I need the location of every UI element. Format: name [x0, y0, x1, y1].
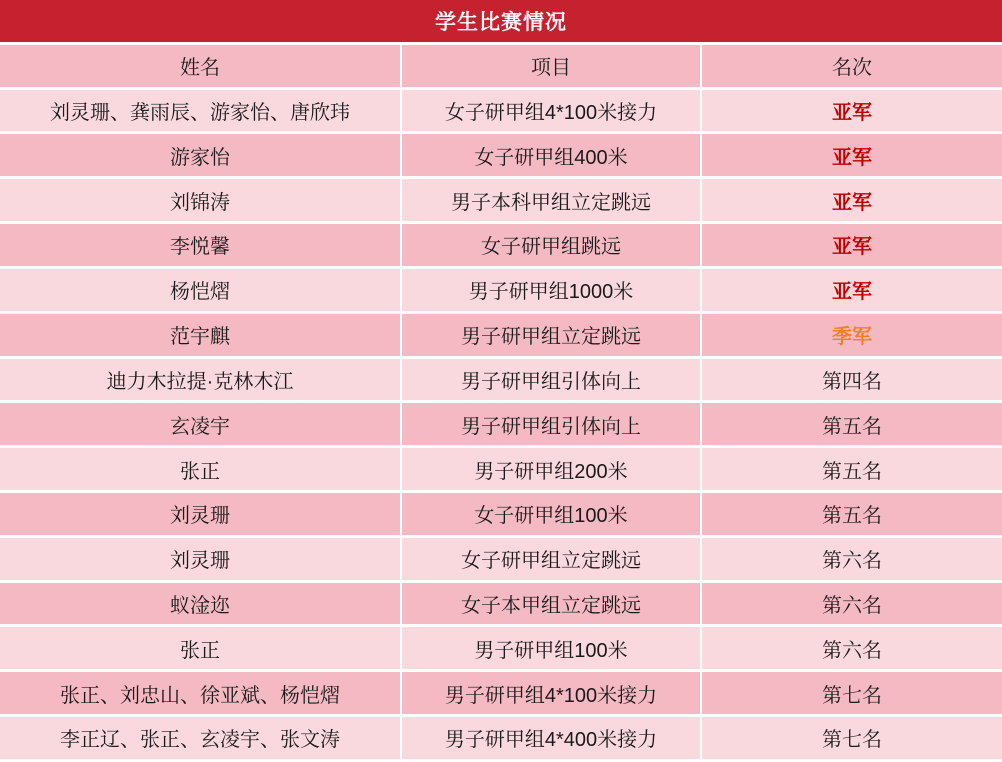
rank-cell: 亚军	[702, 224, 1002, 269]
rank-cell: 第七名	[702, 672, 1002, 717]
column-header-event: 项目	[402, 45, 702, 90]
rank-cell: 亚军	[702, 90, 1002, 135]
name-cell: 张正、刘忠山、徐亚斌、杨恺熠	[0, 672, 402, 717]
name-cell: 李悦馨	[0, 224, 402, 269]
event-cell: 男子研甲组4*100米接力	[402, 672, 702, 717]
table-row	[0, 134, 1002, 179]
table-row	[0, 359, 1002, 404]
table-row	[0, 403, 1002, 448]
event-cell: 女子研甲组跳远	[402, 224, 702, 269]
event-cell: 女子本甲组立定跳远	[402, 583, 702, 628]
rank-cell: 第五名	[702, 448, 1002, 493]
table-row	[0, 672, 1002, 717]
table-body	[0, 90, 1002, 762]
rank-cell: 第六名	[702, 538, 1002, 583]
column-header-name: 姓名	[0, 45, 402, 90]
table-row	[0, 314, 1002, 359]
rank-cell: 亚军	[702, 179, 1002, 224]
event-cell: 男子研甲组引体向上	[402, 403, 702, 448]
table-header-row	[0, 45, 1002, 90]
column-header-rank: 名次	[702, 45, 1002, 90]
table-row	[0, 90, 1002, 135]
event-cell: 男子研甲组100米	[402, 627, 702, 672]
rank-cell: 第五名	[702, 403, 1002, 448]
event-cell: 女子研甲组100米	[402, 493, 702, 538]
name-cell: 刘锦涛	[0, 179, 402, 224]
rank-cell: 亚军	[702, 134, 1002, 179]
name-cell: 刘灵珊、龚雨辰、游家怡、唐欣玮	[0, 90, 402, 135]
rank-cell: 季军	[702, 314, 1002, 359]
name-cell: 游家怡	[0, 134, 402, 179]
rank-cell: 第四名	[702, 359, 1002, 404]
event-cell: 女子研甲组4*100米接力	[402, 90, 702, 135]
event-cell: 女子研甲组400米	[402, 134, 702, 179]
table-row	[0, 269, 1002, 314]
name-cell: 玄凌宇	[0, 403, 402, 448]
event-cell: 男子研甲组引体向上	[402, 359, 702, 404]
table-row	[0, 538, 1002, 583]
table-row	[0, 627, 1002, 672]
table-row	[0, 448, 1002, 493]
rank-cell: 第六名	[702, 627, 1002, 672]
name-cell: 张正	[0, 627, 402, 672]
name-cell: 迪力木拉提·克林木江	[0, 359, 402, 404]
event-cell: 男子研甲组200米	[402, 448, 702, 493]
event-cell: 男子研甲组1000米	[402, 269, 702, 314]
rank-cell: 第六名	[702, 583, 1002, 628]
event-cell: 男子本科甲组立定跳远	[402, 179, 702, 224]
table-row	[0, 179, 1002, 224]
table-row	[0, 717, 1002, 762]
event-cell: 男子研甲组4*400米接力	[402, 717, 702, 762]
name-cell: 刘灵珊	[0, 493, 402, 538]
rank-cell: 第七名	[702, 717, 1002, 762]
event-cell: 女子研甲组立定跳远	[402, 538, 702, 583]
rank-cell: 亚军	[702, 269, 1002, 314]
rank-cell: 第五名	[702, 493, 1002, 538]
name-cell: 李正辽、张正、玄凌宇、张文涛	[0, 717, 402, 762]
name-cell: 张正	[0, 448, 402, 493]
table-row	[0, 583, 1002, 628]
event-cell: 男子研甲组立定跳远	[402, 314, 702, 359]
table-row	[0, 493, 1002, 538]
name-cell: 范宇麒	[0, 314, 402, 359]
table-row	[0, 224, 1002, 269]
table-title: 学生比赛情况	[0, 0, 1002, 45]
name-cell: 杨恺熠	[0, 269, 402, 314]
name-cell: 蚁淦迩	[0, 583, 402, 628]
name-cell: 刘灵珊	[0, 538, 402, 583]
